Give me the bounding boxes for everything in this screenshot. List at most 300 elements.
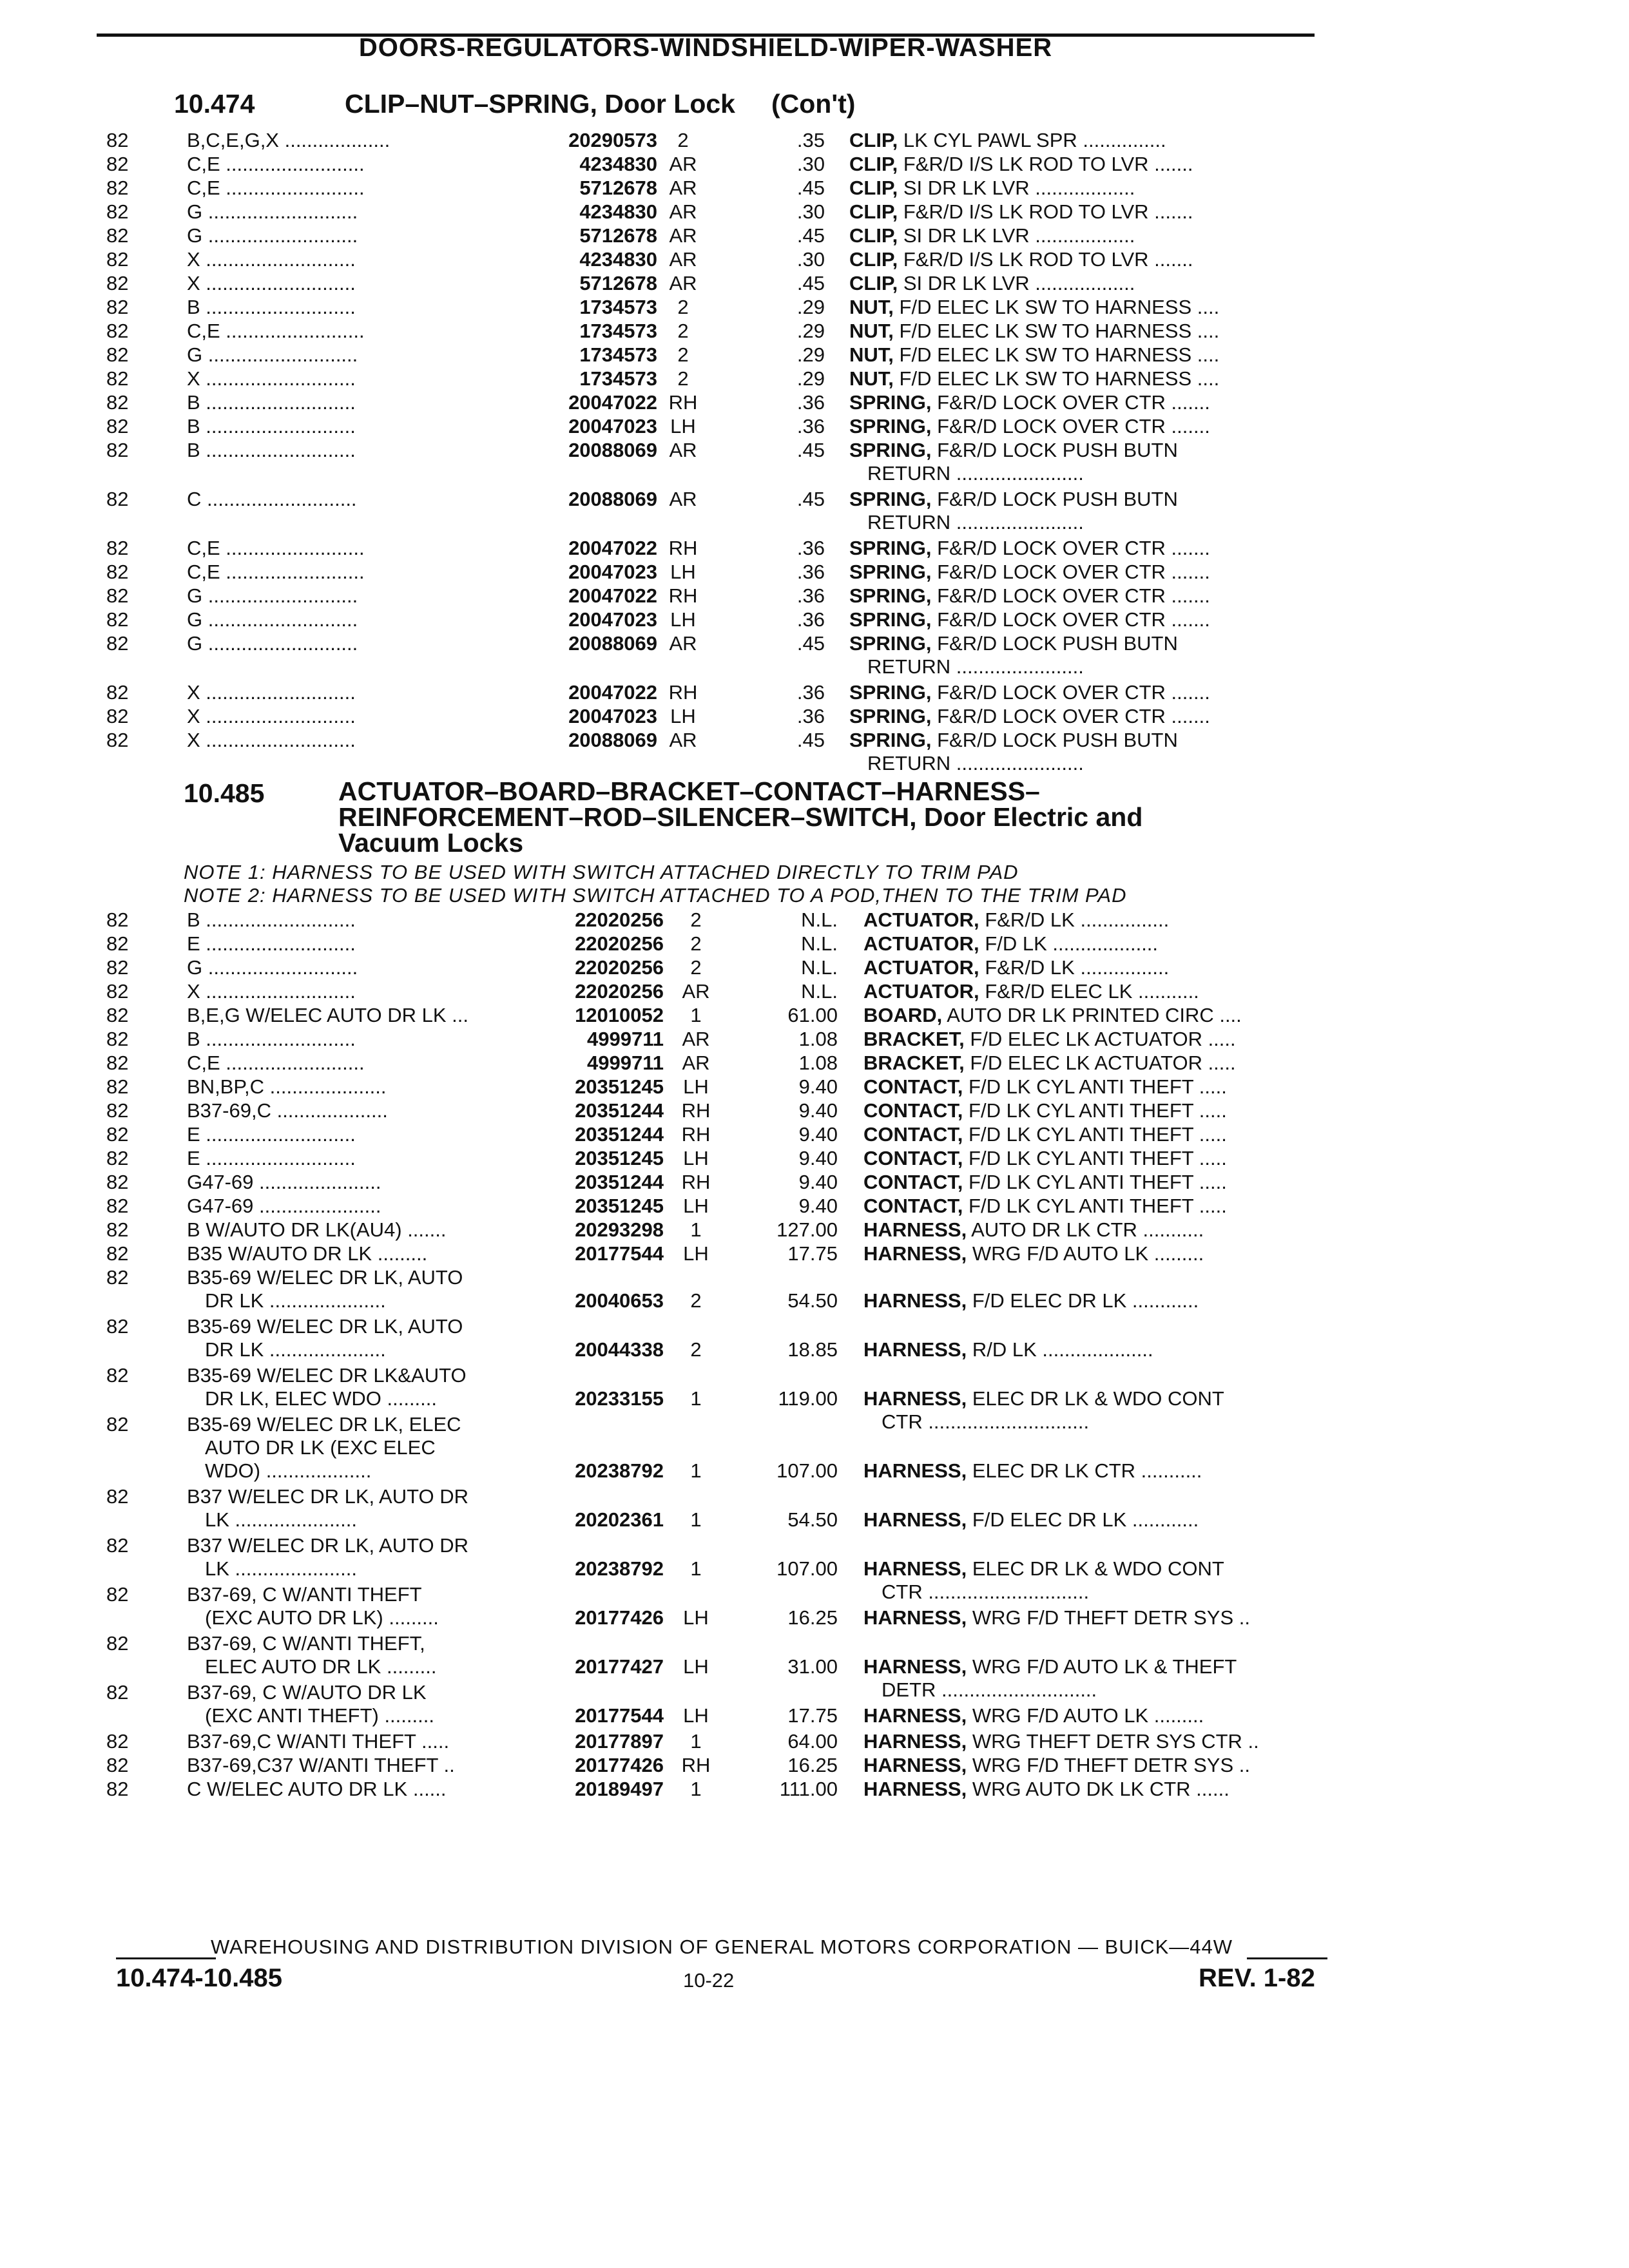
description-text: LK CYL PAWL SPR ............... (903, 129, 1166, 151)
quantity: AR (682, 1052, 710, 1074)
quantity: 1 (690, 1730, 702, 1753)
model-usage (187, 1583, 522, 1629)
part-name: SPRING, (849, 415, 932, 437)
model-year: 82 (106, 705, 129, 727)
description-line (849, 296, 1320, 319)
part-description (849, 296, 1320, 319)
quantity: AR (669, 248, 697, 271)
model-usage (187, 681, 522, 704)
description-line (863, 1123, 1334, 1146)
model-year: 82 (106, 729, 129, 751)
quantity: 1 (690, 1459, 702, 1482)
description-line (849, 153, 1320, 176)
part-description (863, 1338, 1334, 1361)
quantity: AR (682, 980, 710, 1003)
model-usage (187, 632, 522, 655)
section-notes (184, 861, 1127, 907)
price: 64.00 (787, 1730, 838, 1753)
description-line: DETR ............................ (882, 1678, 1097, 1701)
part-name: NUT, (849, 367, 894, 390)
model-usage (187, 296, 522, 319)
model-usage (187, 608, 522, 631)
part-name: HARNESS, (863, 1218, 967, 1241)
quantity: 2 (690, 1289, 702, 1312)
description-text: WRG F/D THEFT DETR SYS .. (972, 1754, 1250, 1776)
price: 31.00 (787, 1655, 838, 1678)
page-title: DOORS-REGULATORS-WINDSHIELD-WIPER-WASHER (358, 34, 1053, 62)
model-usage (187, 561, 522, 584)
model-usage (187, 153, 522, 176)
quantity: 1 (690, 1387, 702, 1410)
quantity: AR (669, 200, 697, 223)
model-usage-line: B ........................... (187, 908, 356, 931)
description-text: WRG F/D AUTO LK & THEFT (972, 1655, 1237, 1678)
model-usage-line: ELEC AUTO DR LK ......... (205, 1655, 437, 1678)
price: .36 (796, 391, 825, 414)
model-usage-line: B35-69 W/ELEC DR LK, ELEC (187, 1413, 461, 1436)
part-name: SPRING, (849, 439, 932, 461)
description-text: F&R/D LOCK PUSH BUTN (937, 729, 1178, 751)
description-line (849, 729, 1320, 752)
model-year: 82 (106, 1218, 129, 1241)
description-line (863, 1730, 1334, 1753)
model-year: 82 (106, 608, 129, 631)
model-usage-line: B ........................... (187, 439, 356, 461)
part-number: 20238792 (575, 1459, 664, 1482)
part-name: CLIP, (849, 272, 898, 294)
part-name: CONTACT, (863, 1195, 963, 1217)
model-usage-line: C,E ......................... (187, 153, 365, 175)
part-description (849, 129, 1320, 152)
description-text: F/D LK CYL ANTI THEFT ..... (969, 1147, 1227, 1169)
footer-section-range: 10.474-10.485 (116, 1964, 283, 1992)
description-line: CTR ............................. (882, 1581, 1090, 1603)
part-description (863, 1730, 1334, 1753)
description-line (863, 1099, 1334, 1122)
model-usage (187, 1778, 522, 1801)
part-name: SPRING, (849, 608, 932, 631)
part-number: 20177897 (575, 1730, 664, 1753)
table-row (0, 1052, 1629, 1075)
part-number: 20047023 (568, 561, 657, 583)
price: 9.40 (798, 1195, 838, 1217)
description-line (863, 1218, 1334, 1242)
model-year: 82 (106, 1583, 129, 1606)
description-line (849, 320, 1320, 343)
part-number: 1734573 (579, 343, 657, 366)
description-text: WRG F/D AUTO LK ......... (972, 1242, 1204, 1265)
description-line (849, 391, 1320, 414)
part-name: SPRING, (849, 632, 932, 655)
part-name: BRACKET, (863, 1052, 965, 1074)
price: .36 (796, 608, 825, 631)
description-line (849, 705, 1320, 728)
model-year: 82 (106, 343, 129, 366)
model-usage-line: LK ...................... (205, 1508, 358, 1531)
part-description (849, 705, 1320, 728)
quantity: 2 (690, 908, 702, 931)
model-usage (187, 177, 522, 200)
model-year: 82 (106, 391, 129, 414)
model-usage-line: C ........................... (187, 488, 357, 510)
part-name: SPRING, (849, 488, 932, 510)
part-name: BOARD, (863, 1004, 943, 1026)
model-usage (187, 1242, 522, 1265)
section-number: 10.474 (174, 89, 255, 119)
quantity: 2 (677, 129, 689, 151)
quantity: AR (669, 439, 697, 461)
part-number: 20202361 (575, 1508, 664, 1531)
description-line (863, 1655, 1334, 1678)
table-row (0, 391, 1629, 415)
part-name: HARNESS, (863, 1557, 967, 1580)
description-text: F&R/D LOCK OVER CTR ....... (937, 415, 1210, 437)
description-line (863, 1289, 1334, 1312)
part-name: HARNESS, (863, 1730, 967, 1753)
description-line (849, 200, 1320, 224)
part-name: NUT, (849, 296, 894, 318)
model-year: 82 (106, 224, 129, 247)
model-usage (187, 1364, 522, 1410)
table-row (0, 1413, 1629, 1485)
description-line (849, 632, 1320, 655)
part-number: 20351245 (575, 1147, 664, 1169)
quantity: RH (681, 1123, 711, 1146)
model-usage-line: B37-69, C W/ANTI THEFT (187, 1583, 422, 1606)
part-name: CONTACT, (863, 1171, 963, 1193)
model-usage-line: G47-69 ...................... (187, 1195, 381, 1217)
model-usage (187, 1485, 522, 1532)
model-year: 82 (106, 129, 129, 151)
description-line (849, 537, 1320, 560)
model-year: 82 (106, 681, 129, 704)
table-row (0, 681, 1629, 705)
part-name: HARNESS, (863, 1704, 967, 1727)
part-description (863, 1147, 1334, 1170)
part-number: 20088069 (568, 632, 657, 655)
section-title-line: ACTUATOR–BOARD–BRACKET–CONTACT–HARNESS– (338, 776, 1040, 806)
model-usage-line: B37-69, C W/AUTO DR LK (187, 1681, 427, 1704)
revision-label: REV. 1-82 (1199, 1964, 1315, 1992)
part-number: 20351244 (575, 1123, 664, 1146)
part-number: 20351244 (575, 1099, 664, 1122)
price: 9.40 (798, 1099, 838, 1122)
price: 16.25 (787, 1754, 838, 1776)
model-year: 82 (106, 1123, 129, 1146)
part-number: 1734573 (579, 367, 657, 390)
table-row (0, 1195, 1629, 1218)
model-usage (187, 367, 522, 390)
price: 107.00 (776, 1557, 838, 1580)
description-line (863, 1557, 1334, 1581)
quantity: 2 (677, 343, 689, 366)
description-text: F/D LK CYL ANTI THEFT ..... (969, 1075, 1227, 1098)
price: 127.00 (776, 1218, 838, 1241)
part-name: NUT, (849, 343, 894, 366)
quantity: 2 (677, 296, 689, 318)
part-name: HARNESS, (863, 1778, 967, 1800)
model-year: 82 (106, 272, 129, 294)
table-row (0, 1778, 1629, 1802)
table-row (0, 224, 1629, 248)
model-usage (187, 729, 522, 752)
price: 54.50 (787, 1508, 838, 1531)
model-usage (187, 1028, 522, 1051)
description-text: F&R/D LOCK OVER CTR ....... (937, 561, 1210, 583)
part-number: 20047022 (568, 391, 657, 414)
model-usage (187, 1123, 522, 1146)
section-title-line: Vacuum Locks (338, 828, 524, 858)
part-number: 20088069 (568, 729, 657, 751)
part-name: SPRING, (849, 561, 932, 583)
part-name: CLIP, (849, 248, 898, 271)
model-usage-line: E ........................... (187, 932, 356, 955)
description-line (849, 561, 1320, 584)
model-usage-line: B37-69,C37 W/ANTI THEFT .. (187, 1754, 455, 1776)
price: .29 (796, 320, 825, 342)
part-description (863, 1289, 1334, 1312)
quantity: LH (670, 705, 696, 727)
price: .36 (796, 415, 825, 437)
model-usage (187, 932, 522, 956)
part-description (863, 1123, 1334, 1146)
model-year: 82 (106, 488, 129, 510)
price: .35 (796, 129, 825, 151)
part-name: ACTUATOR, (863, 956, 979, 979)
description-line (849, 415, 1320, 438)
part-description (863, 1195, 1334, 1218)
section-title (338, 778, 1434, 856)
description-line (849, 343, 1320, 367)
table-row (0, 1583, 1629, 1632)
quantity: 1 (690, 1557, 702, 1580)
part-description (849, 224, 1320, 247)
part-number: 20177426 (575, 1754, 664, 1776)
note-2: NOTE 2: HARNESS TO BE USED WITH SWITCH ATTACHED TO A POD,THEN TO THE TRIM PAD (184, 884, 1127, 907)
description-text: WRG F/D THEFT DETR SYS .. (972, 1606, 1250, 1629)
part-description (849, 367, 1320, 390)
description-line (863, 980, 1334, 1003)
description-text: F/D ELEC LK SW TO HARNESS .... (899, 320, 1220, 342)
part-name: CLIP, (849, 200, 898, 223)
model-usage-line: AUTO DR LK (EXC ELEC (205, 1436, 436, 1459)
model-year: 82 (106, 1315, 129, 1338)
model-year: 82 (106, 296, 129, 318)
table-row (0, 296, 1629, 320)
model-usage-line: B,C,E,G,X ................... (187, 129, 390, 151)
description-line: RETURN ....................... (867, 462, 1084, 485)
model-year: 82 (106, 1075, 129, 1098)
part-description (849, 439, 1320, 485)
model-usage-line: G ........................... (187, 956, 358, 979)
description-line (849, 439, 1320, 462)
description-text: R/D LK .................... (972, 1338, 1153, 1361)
part-name: NUT, (849, 320, 894, 342)
part-number: 20088069 (568, 439, 657, 461)
model-year: 82 (106, 1632, 129, 1655)
description-line (863, 1171, 1334, 1194)
part-number: 4999711 (587, 1052, 664, 1074)
part-name: HARNESS, (863, 1606, 967, 1629)
model-usage (187, 272, 522, 295)
model-usage (187, 439, 522, 462)
part-name: HARNESS, (863, 1655, 967, 1678)
quantity: LH (683, 1606, 709, 1629)
table-row (0, 343, 1629, 367)
price: 9.40 (798, 1171, 838, 1193)
part-description (863, 1459, 1334, 1483)
description-line: RETURN ....................... (867, 655, 1084, 678)
description-line (849, 681, 1320, 704)
model-usage (187, 1171, 522, 1194)
quantity: RH (668, 681, 698, 704)
quantity: AR (669, 729, 697, 751)
description-text: F/D LK CYL ANTI THEFT ..... (969, 1171, 1227, 1193)
part-description (863, 980, 1334, 1003)
quantity: LH (670, 561, 696, 583)
price: .36 (796, 537, 825, 559)
description-text: F&R/D LK ................ (985, 956, 1170, 979)
model-year: 82 (106, 932, 129, 955)
part-description (849, 415, 1320, 438)
description-text: F/D LK CYL ANTI THEFT ..... (969, 1123, 1227, 1146)
quantity: LH (670, 415, 696, 437)
section-number: 10.485 (184, 778, 265, 808)
price: .45 (796, 488, 825, 510)
part-description (863, 1028, 1334, 1051)
quantity: LH (683, 1704, 709, 1727)
model-usage-line: B37-69,C .................... (187, 1099, 388, 1122)
description-text: F&R/D LOCK PUSH BUTN (937, 632, 1178, 655)
price: 16.25 (787, 1606, 838, 1629)
part-description (849, 272, 1320, 295)
quantity: 1 (690, 1508, 702, 1531)
model-year: 82 (106, 1099, 129, 1122)
table-row (0, 705, 1629, 729)
part-number: 20047022 (568, 584, 657, 607)
description-line (863, 956, 1334, 979)
price: N.L. (801, 980, 838, 1003)
table-row (0, 129, 1629, 153)
model-year: 82 (106, 248, 129, 271)
part-description (849, 177, 1320, 200)
model-year: 82 (106, 1052, 129, 1074)
model-usage-line: B37-69, C W/ANTI THEFT, (187, 1632, 425, 1655)
page-header (97, 34, 1315, 62)
quantity: AR (669, 153, 697, 175)
model-usage (187, 1004, 522, 1027)
price: .29 (796, 343, 825, 366)
model-year: 82 (106, 1730, 129, 1753)
part-number: 20238792 (575, 1557, 664, 1580)
part-number: 12010052 (575, 1004, 664, 1026)
description-line (863, 1704, 1334, 1727)
table-row (0, 177, 1629, 200)
part-description (849, 681, 1320, 704)
part-number: 20177426 (575, 1606, 664, 1629)
table-row (0, 153, 1629, 177)
part-description (849, 320, 1320, 343)
table-row (0, 1754, 1629, 1778)
model-usage-line: X ........................... (187, 681, 356, 704)
description-line (863, 1387, 1334, 1410)
model-usage-line: B37-69,C W/ANTI THEFT ..... (187, 1730, 450, 1753)
model-usage-line: DR LK ..................... (205, 1338, 386, 1361)
part-number: 20047022 (568, 681, 657, 704)
price: .36 (796, 584, 825, 607)
model-usage (187, 1147, 522, 1170)
model-year: 82 (106, 1004, 129, 1026)
section-title: CLIP–NUT–SPRING, Door Lock (345, 89, 735, 119)
table-row (0, 1171, 1629, 1195)
quantity: RH (668, 584, 698, 607)
part-name: CLIP, (849, 129, 898, 151)
part-number: 20290573 (568, 129, 657, 151)
price: N.L. (801, 956, 838, 979)
table-row (0, 1218, 1629, 1242)
part-name: HARNESS, (863, 1289, 967, 1312)
table-row (0, 1147, 1629, 1171)
price: 17.75 (787, 1242, 838, 1265)
model-usage-line: B35-69 W/ELEC DR LK&AUTO (187, 1364, 467, 1387)
model-year: 82 (106, 908, 129, 931)
part-number: 4234830 (579, 200, 657, 223)
description-text: F&R/D LOCK OVER CTR ....... (937, 681, 1210, 704)
description-line (863, 1195, 1334, 1218)
part-name: CLIP, (849, 224, 898, 247)
part-description (849, 343, 1320, 367)
description-line: CTR ............................. (882, 1410, 1090, 1433)
model-usage (187, 1681, 522, 1727)
description-text: F&R/D LOCK OVER CTR ....... (937, 584, 1210, 607)
model-usage (187, 224, 522, 247)
quantity: LH (670, 608, 696, 631)
description-line (863, 1242, 1334, 1265)
price: .45 (796, 177, 825, 199)
price: .45 (796, 272, 825, 294)
part-number: 20351245 (575, 1195, 664, 1217)
quantity: 2 (677, 320, 689, 342)
price: N.L. (801, 908, 838, 931)
part-description (849, 488, 1320, 534)
part-description (863, 932, 1334, 956)
model-usage-line: B ........................... (187, 391, 356, 414)
model-usage (187, 415, 522, 438)
description-text: WRG THEFT DETR SYS CTR .. (972, 1730, 1259, 1753)
model-year: 82 (106, 177, 129, 199)
table-row (0, 537, 1629, 561)
table-row (0, 1485, 1629, 1534)
part-number: 20047023 (568, 415, 657, 437)
description-text: F/D ELEC LK SW TO HARNESS .... (899, 367, 1220, 390)
model-usage-line: X ........................... (187, 980, 356, 1003)
description-line (863, 1004, 1334, 1027)
model-usage (187, 1075, 522, 1099)
part-description (863, 1052, 1334, 1075)
description-text: SI DR LK LVR .................. (903, 272, 1135, 294)
model-year: 82 (106, 1778, 129, 1800)
table-row (0, 956, 1629, 980)
part-name: ACTUATOR, (863, 980, 979, 1003)
part-name: SPRING, (849, 705, 932, 727)
part-name: CONTACT, (863, 1075, 963, 1098)
model-usage (187, 129, 522, 152)
part-number: 20351245 (575, 1075, 664, 1098)
model-usage (187, 956, 522, 979)
part-description (863, 1171, 1334, 1194)
price: .45 (796, 439, 825, 461)
part-number: 20177427 (575, 1655, 664, 1678)
